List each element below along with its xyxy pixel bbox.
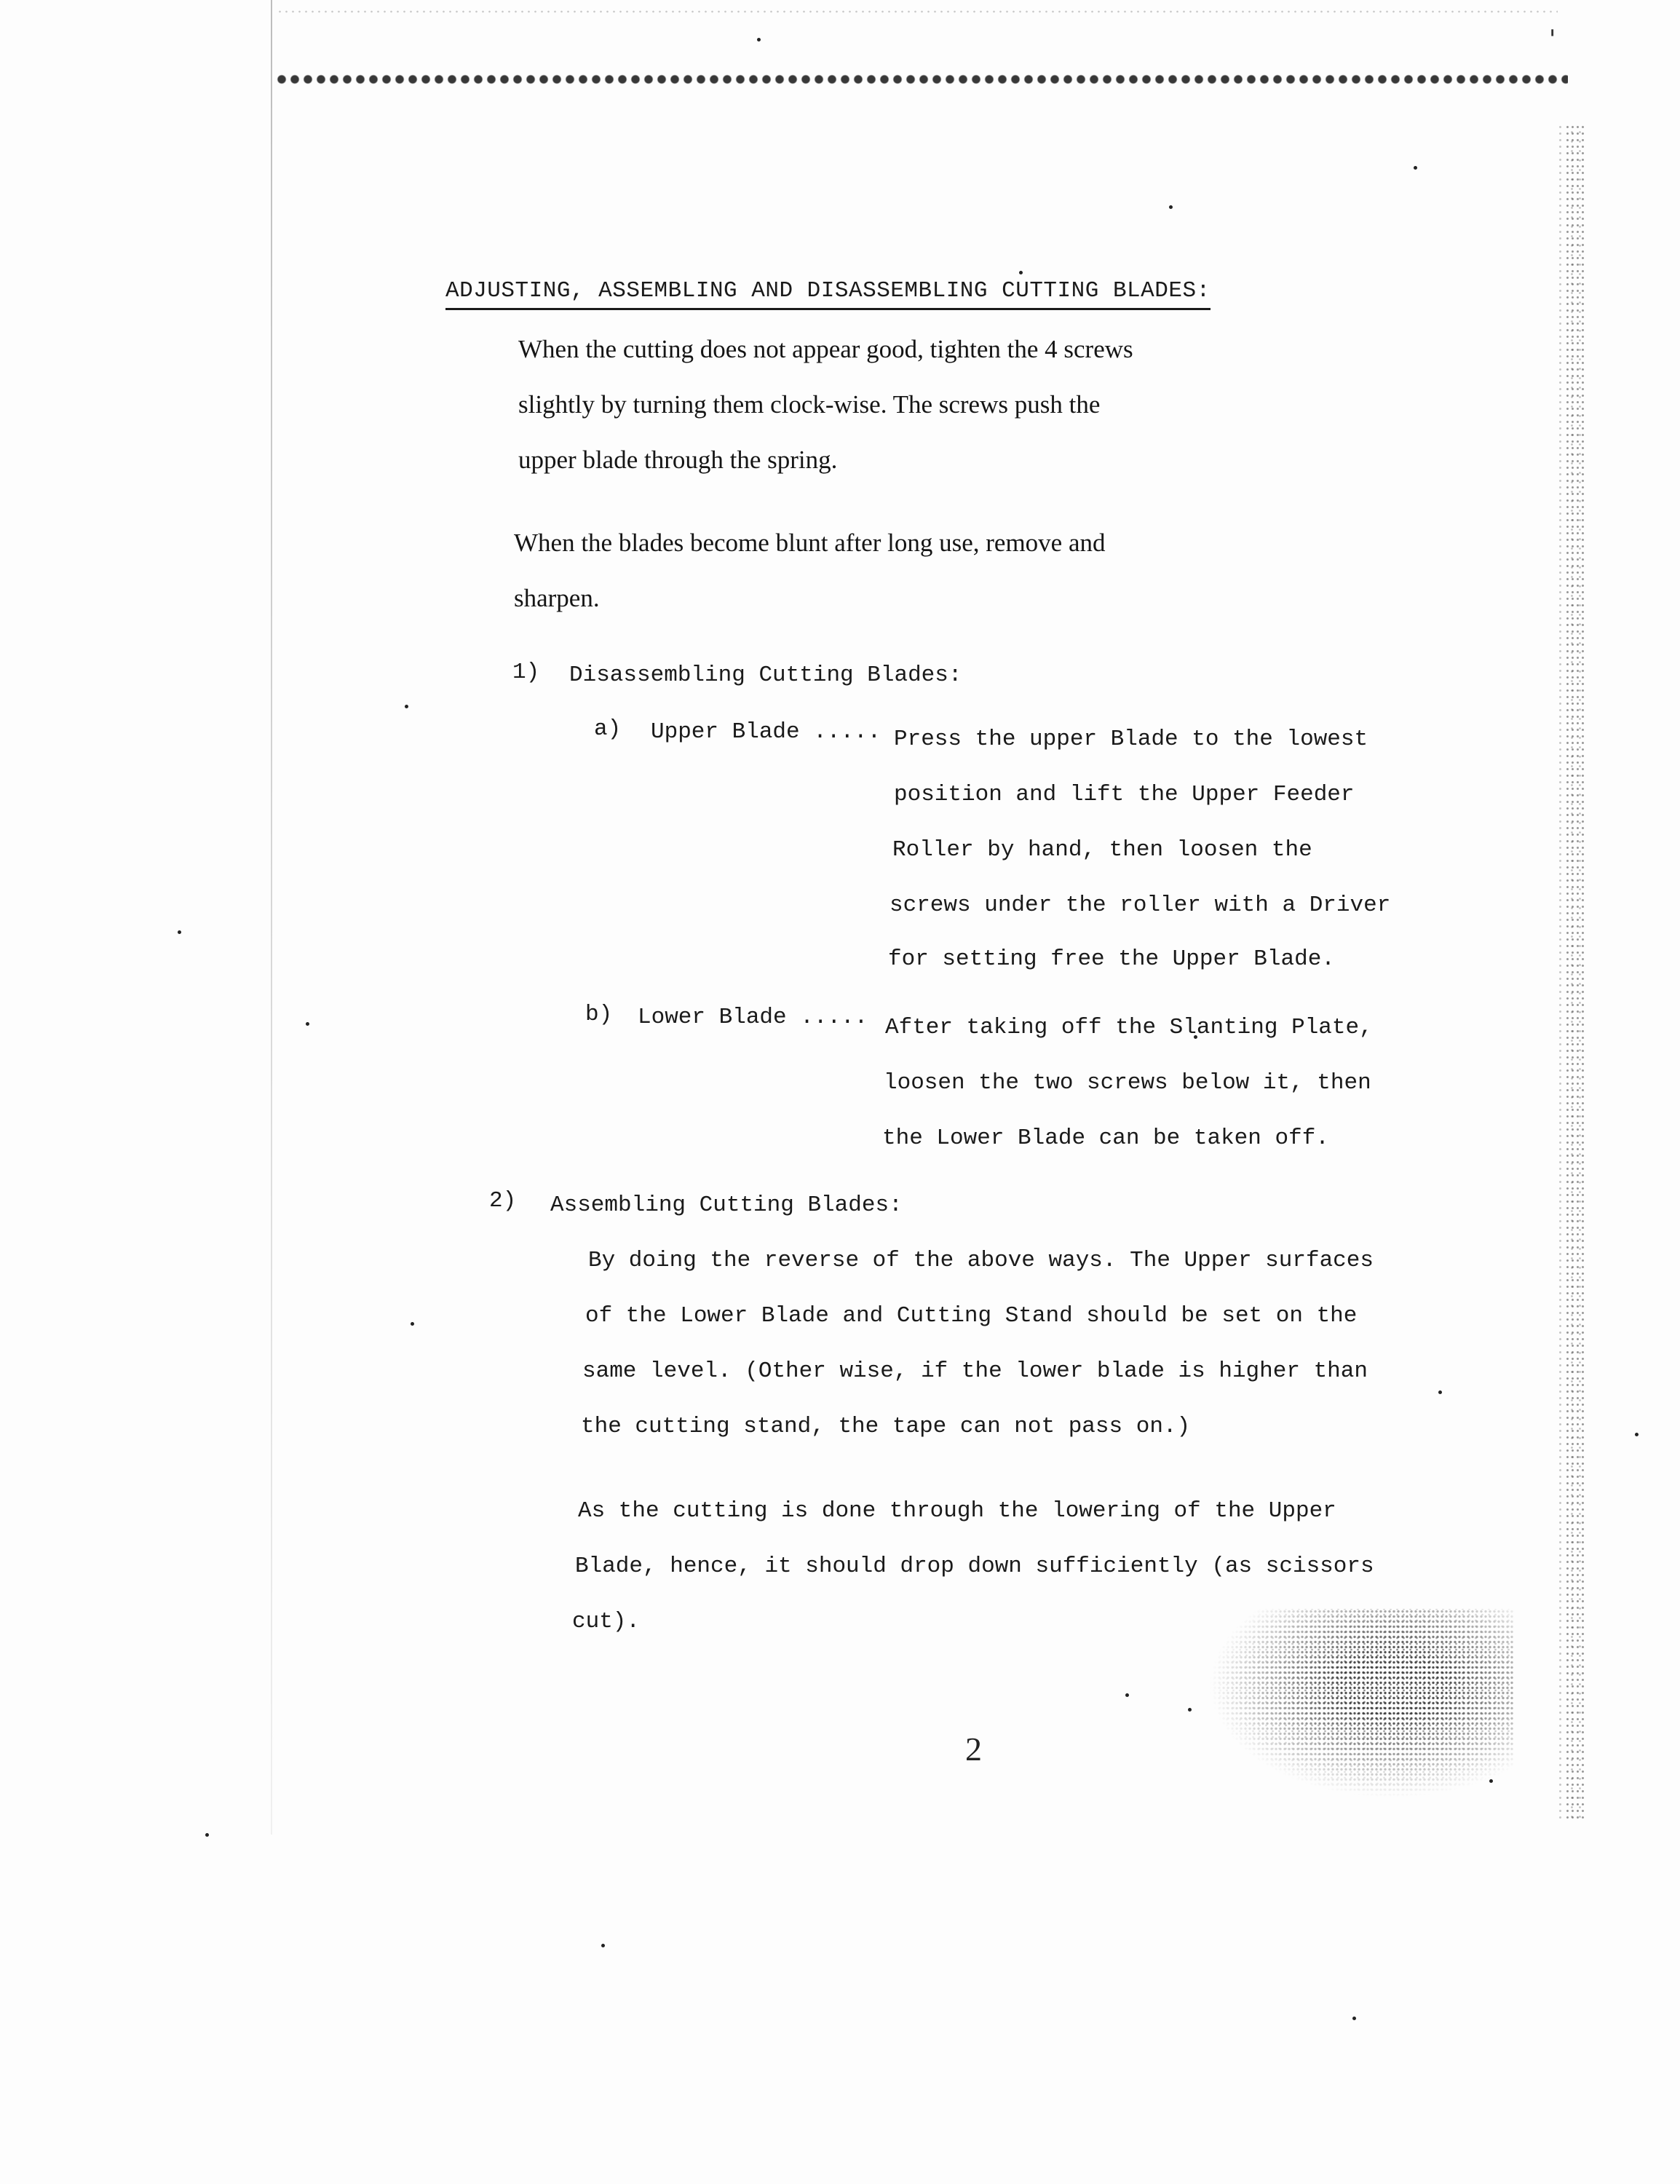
right-edge-noise-thin <box>1558 124 1564 1820</box>
item-a-line: for setting free the Upper Blade. <box>888 946 1335 972</box>
section-2-line: cut). <box>572 1609 641 1634</box>
intro-line: When the cutting does not appear good, tighten the 4 screws <box>518 335 1133 363</box>
speck <box>1125 1693 1129 1697</box>
item-b-label: Lower Blade ..... <box>638 1005 868 1030</box>
section-heading: ADJUSTING, ASSEMBLING AND DISASSEMBLING CUTTING BLADES: <box>445 278 1211 310</box>
speck <box>1489 1779 1493 1783</box>
item-a-line: Press the upper Blade to the lowest <box>894 727 1368 752</box>
section-1-number: 1) <box>512 660 540 685</box>
page-number: 2 <box>965 1730 982 1768</box>
top-perforation-strip <box>275 71 1568 87</box>
item-a-marker: a) <box>594 716 622 742</box>
section-2-number: 2) <box>489 1188 517 1214</box>
intro-line: slightly by turning them clock-wise. The screws push the <box>518 390 1101 419</box>
speck <box>306 1022 309 1026</box>
section-2-line: As the cutting is done through the lowering of the Upper <box>578 1498 1336 1524</box>
top-right-mark: ' <box>1549 25 1556 54</box>
left-page-edge <box>271 0 272 1835</box>
item-b-line: loosen the two screws below it, then <box>884 1070 1371 1096</box>
section-2-line: same level. (Other wise, if the lower blade is higher than <box>582 1358 1368 1384</box>
section-2-line: Blade, hence, it should drop down sufficiently (as scissors <box>575 1554 1374 1579</box>
speck <box>1438 1390 1442 1394</box>
item-a-line: Roller by hand, then loosen the <box>892 837 1312 863</box>
speck <box>601 1944 605 1947</box>
speck <box>757 38 761 41</box>
speck <box>1414 166 1417 170</box>
speck <box>1635 1433 1639 1436</box>
item-b-line: After taking off the Slanting Plate, <box>885 1015 1373 1040</box>
speck <box>1019 271 1023 274</box>
intro-line: upper blade through the spring. <box>518 446 838 474</box>
item-b-marker: b) <box>585 1002 613 1027</box>
top-faint-dots <box>277 10 1558 13</box>
speck <box>1188 1708 1192 1712</box>
item-a-line: position and lift the Upper Feeder <box>894 782 1355 807</box>
speck <box>178 930 181 934</box>
section-2-line: By doing the reverse of the above ways. The Upper surfaces <box>588 1248 1374 1273</box>
speck <box>205 1833 209 1837</box>
speck <box>405 705 408 708</box>
intro-line: sharpen. <box>514 584 600 612</box>
speck <box>411 1322 414 1326</box>
section-2-line: of the Lower Blade and Cutting Stand should be set on the <box>585 1303 1358 1329</box>
section-2-line: the cutting stand, the tape can not pass on.) <box>581 1414 1191 1439</box>
speck <box>1352 2017 1356 2020</box>
item-a-label: Upper Blade ..... <box>651 719 881 745</box>
item-a-line: screws under the roller with a Driver <box>889 893 1391 918</box>
section-1-title: Disassembling Cutting Blades: <box>569 662 962 688</box>
intro-line: When the blades become blunt after long use, remove and <box>514 529 1106 557</box>
section-2-title: Assembling Cutting Blades: <box>550 1192 903 1218</box>
speck <box>1169 205 1173 209</box>
speckle-stain <box>1208 1609 1514 1798</box>
right-edge-noise <box>1565 124 1585 1820</box>
item-b-line: the Lower Blade can be taken off. <box>882 1125 1329 1151</box>
